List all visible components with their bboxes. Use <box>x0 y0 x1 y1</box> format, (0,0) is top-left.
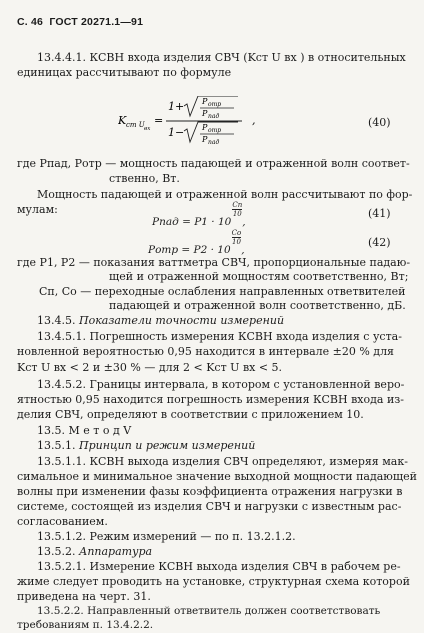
s13451-line3: Kст U вх < 2 и ±30 % — для 2 < Kст U вх < 5. <box>17 361 283 374</box>
eq42-number: (42) <box>368 236 391 249</box>
svg-text:P: P <box>202 135 208 144</box>
where2-line4: падающей и отраженной волн соответственно, дБ. <box>109 299 406 312</box>
s13522-line2: требованиям п. 13.4.2.2. <box>17 619 154 631</box>
svg-text:отр: отр <box>208 127 222 134</box>
svg-text:P: P <box>202 97 208 106</box>
where2-line2: щей и отраженной мощностям соответственно, Вт; <box>109 270 409 283</box>
svg-text:отр: отр <box>208 101 222 108</box>
svg-text:P: P <box>202 123 208 132</box>
where2-line1: где P1, P2 — показания ваттметра СВЧ, пропорциональные падаю- <box>17 256 411 269</box>
power-intro-line2: мулам: <box>17 203 58 216</box>
where1-line2: ственно, Вт. <box>109 172 180 185</box>
eq42-exp-top: Cо <box>231 229 242 237</box>
section-13-5 <box>37 424 131 437</box>
eq41-comma: , <box>242 215 246 228</box>
section-13-5-title: М е т о д V <box>68 424 132 437</box>
s13511-line3: волны при изменении фазы коэффициента отражения нагрузки в <box>17 485 403 498</box>
eq40-den-prefix: 1− <box>168 126 185 139</box>
s13522-line1: 13.5.2.2. Направленный ответвитель должен соответствовать <box>37 605 381 617</box>
s13452-line2: ятностью 0,95 находится погрешность измерения КСВН входа из- <box>17 393 405 406</box>
svg-text:P: P <box>202 109 208 118</box>
section-13-5-1-title: Принцип и режим измерений <box>78 439 256 452</box>
formula-40 <box>118 96 288 147</box>
eq42-comma: , <box>241 243 245 256</box>
eq40-number: (40) <box>368 116 391 129</box>
page-number: С. 46 <box>17 16 44 28</box>
eq42-lhs: Pотр = P2 · 10 <box>148 243 231 256</box>
section-13-5-2-title: Аппаратура <box>78 545 153 558</box>
section-13-5-1 <box>37 439 255 452</box>
svg-text:вх: вх <box>144 126 151 132</box>
page-header <box>17 16 143 28</box>
eq41-exp-bot: 10 <box>232 210 242 218</box>
svg-text:=: = <box>154 114 164 127</box>
section-13-5-num: 13.5. <box>37 424 65 437</box>
eq41-exp-top: Cп <box>232 201 243 209</box>
s13521-line3: приведена на черт. 31. <box>17 590 151 603</box>
svg-text:K: K <box>118 114 127 127</box>
para-13441-line2: единицах рассчитывают по формуле <box>17 66 232 79</box>
s13521-line1: 13.5.2.1. Измерение КСВН выхода изделия СВЧ в рабочем ре- <box>37 560 401 573</box>
s13511-line1: 13.5.1.1. КСВН выхода изделия СВЧ определяют, измеряя мак- <box>37 455 408 468</box>
formula-40-graphic <box>118 96 288 144</box>
section-13-4-5-num: 13.4.5. <box>37 314 76 327</box>
s13452-line3: делия СВЧ, определяют в соответствии с приложением 10. <box>17 408 364 421</box>
s13452-line1: 13.4.5.2. Границы интервала, в котором с установленной веро- <box>37 378 405 391</box>
para-13441-line1: 13.4.4.1. КСВН входа изделия СВЧ (Kст U вх ) в относительных <box>37 51 406 64</box>
svg-text:,: , <box>252 114 256 127</box>
standard-code: ГОСТ 20271.1—91 <box>49 16 144 28</box>
svg-text:ст U: ст U <box>126 121 145 129</box>
section-13-4-5 <box>37 314 284 327</box>
power-intro-line1: Мощность падающей и отраженной волн рассчитывают по фор- <box>37 188 413 201</box>
section-13-4-5-title: Показатели точности измерений <box>78 314 285 327</box>
section-13-5-2 <box>37 545 152 558</box>
svg-text:пад: пад <box>208 139 220 144</box>
s13511-line4: системе, состоящей из изделия СВЧ и нагрузки с известным рас- <box>17 500 402 513</box>
section-13-5-2-num: 13.5.2. <box>37 545 76 558</box>
s13521-line2: жиме следует проводить на установке, структурная схема которой <box>17 575 410 588</box>
eq41-lhs: Pпад = P1 · 10 <box>152 215 232 228</box>
formula-41 <box>152 201 246 228</box>
where1-line1: где Pпад, Pотр — мощность падающей и отраженной волн соответ- <box>17 157 410 170</box>
eq42-exp-bot: 10 <box>232 238 241 246</box>
s13512-text: 13.5.1.2. Режим измерений — по п. 13.2.1.2. <box>37 530 296 543</box>
svg-text:пад: пад <box>208 113 220 120</box>
section-13-5-1-num: 13.5.1. <box>37 439 76 452</box>
eq41-number: (41) <box>368 207 391 220</box>
formula-42 <box>148 229 245 256</box>
eq40-num-prefix: 1+ <box>168 100 185 113</box>
s13451-line1: 13.4.5.1. Погрешность измерения КСВН входа изделия с уста- <box>37 330 402 343</box>
s13451-line2: новленной вероятностью 0,95 находится в интервале ±20 % для <box>17 345 394 358</box>
s13511-line2: симальное и минимальное значение выходной мощности падающей <box>17 470 417 483</box>
s13511-line5: согласованием. <box>17 515 108 528</box>
where2-line3: Cп, Cо — переходные ослабления направленных ответвителей <box>39 285 406 298</box>
